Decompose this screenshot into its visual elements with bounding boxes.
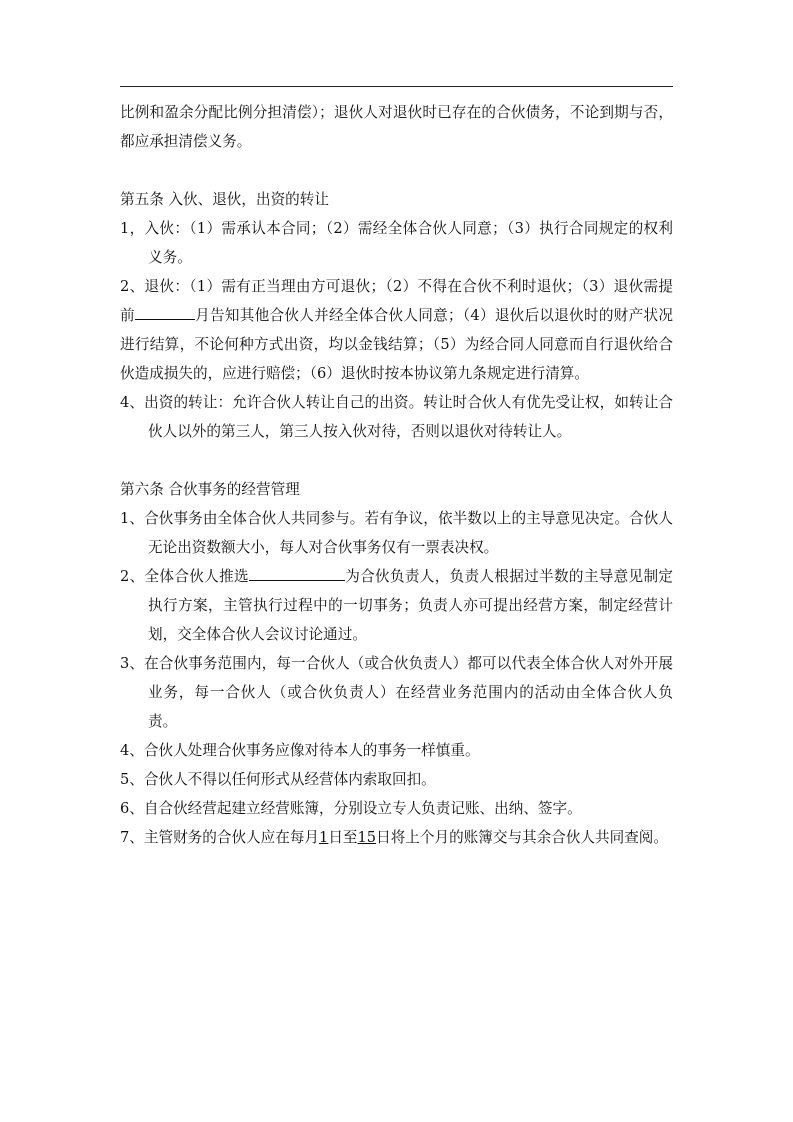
article-5-title: 第五条 入伙、退伙，出资的转让 (120, 191, 329, 208)
header-rule (120, 86, 673, 87)
article-6-item-7 (120, 823, 673, 852)
start-day-value: 1 (319, 829, 329, 846)
article-5-item-2-part-b: 月告知其他合伙人并经全体合伙人同意；（4）退伙后以退伙时的财产状况进行结算，不论何种方式出资，均以金钱结算；（5）为经合同人同意而自行退伙给合伙造成损失的，应进行赔偿；（6）退伙时按本协议第九条规定进行清算。 (120, 307, 673, 382)
article-6-title: 第六条 合伙事务的经营管理 (120, 481, 300, 498)
article-6-item-7-part-b: 日至 (328, 829, 358, 846)
end-day-value: 15 (357, 829, 377, 846)
manager-name-blank[interactable] (249, 565, 345, 581)
article-6-item-5: 5、合伙人不得以任何形式从经营体内索取回扣。 (120, 771, 436, 788)
article-6-item-6: 6、自合伙经营起建立经营账簿，分别设立专人负责记账、出纳、签字。 (120, 800, 582, 817)
article-5-item-2 (120, 272, 673, 388)
article-6-item-2-part-a: 2、全体合伙人推选 (120, 568, 249, 585)
article-5-item-2-part-a: 2、退伙：（1）需有正当理由方可退伙；（2）不得在合伙不利时退伙；（3）退伙需提前 (120, 278, 673, 324)
article-6-item-7-part-a: 7、主管财务的合伙人应在每月 (120, 829, 320, 846)
article-5-item-1: 1，入伙：（1）需承认本合同；（2）需经全体合伙人同意；（3）执行合同规定的权利义务。 (120, 220, 673, 266)
notice-months-blank[interactable] (135, 304, 195, 320)
continuation-paragraph: 比例和盈余分配比例分担清偿）；退伙人对退伙时已存在的合伙债务，不论到期与否，都应承担清偿义务。 (120, 104, 673, 150)
article-6-item-2-part-b: 为合伙负责人，负责人根据过半数的主导意见制定执行方案，主管执行过程中的一切事务；负责人亦可提出经营方案，制定经营计划，交全体合伙人会议讨论通过。 (148, 568, 673, 643)
article-6-item-1: 1、合伙事务由全体合伙人共同参与。若有争议，依半数以上的主导意见决定。合伙人无论出资数额大小，每人对合伙事务仅有一票表决权。 (120, 510, 673, 556)
article-6-item-3: 3、在合伙事务范围内，每一合伙人（或合伙负责人）都可以代表全体合伙人对外开展业务，每一合伙人（或合伙负责人）在经营业务范围内的活动由全体合伙人负责。 (120, 655, 673, 730)
article-6-item-2 (120, 562, 673, 649)
article-5-item-3: 4、出资的转让：允许合伙人转让自己的出资。转让时合伙人有优先受让权，如转让合伙人以外的第三人，第三人按入伙对待，否则以退伙对待转让人。 (120, 394, 673, 440)
document-body (120, 98, 673, 852)
article-6-item-7-part-c: 日将上个月的账簿交与其余合伙人共同查阅。 (376, 829, 668, 846)
article-6-item-4: 4、合伙人处理合伙事务应像对待本人的事务一样慎重。 (120, 742, 480, 759)
